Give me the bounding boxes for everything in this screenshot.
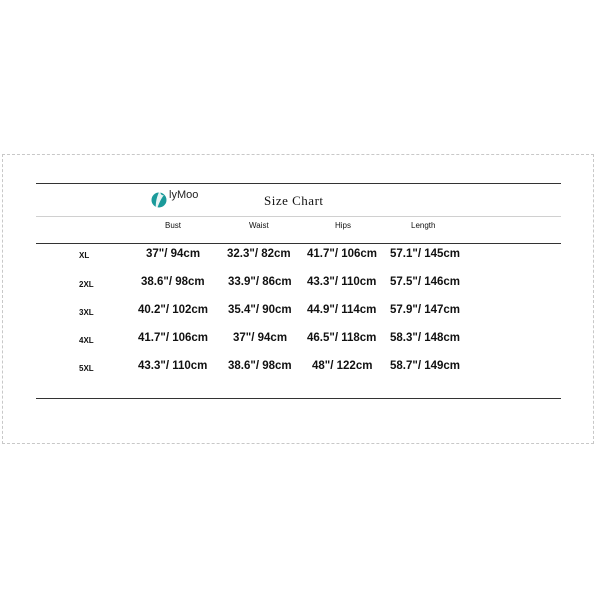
size-label: XL (79, 251, 90, 260)
title-divider (36, 216, 561, 217)
top-divider (36, 183, 561, 184)
header-divider (36, 243, 561, 244)
column-header-length: Length (411, 221, 436, 230)
hips-value: 44.9"/ 114cm (307, 304, 377, 316)
waist-value: 37"/ 94cm (233, 332, 288, 344)
column-header-hips: Hips (335, 221, 352, 230)
brand-name: lyMoo (169, 189, 199, 201)
bust-value: 41.7"/ 106cm (138, 332, 209, 344)
hips-value: 48"/ 122cm (312, 360, 373, 372)
length-value: 57.9"/ 147cm (390, 304, 461, 316)
size-label: 5XL (79, 364, 94, 373)
hips-value: 43.3"/ 110cm (307, 276, 377, 288)
waist-value: 35.4"/ 90cm (228, 304, 292, 316)
hips-value: 46.5"/ 118cm (307, 332, 377, 344)
length-value: 57.5"/ 146cm (390, 276, 461, 288)
length-value: 58.3"/ 148cm (390, 332, 461, 344)
waist-value: 32.3"/ 82cm (227, 248, 291, 260)
bust-value: 38.6"/ 98cm (141, 276, 205, 288)
waist-value: 38.6"/ 98cm (228, 360, 292, 372)
size-label: 4XL (79, 336, 94, 345)
hips-value: 41.7"/ 106cm (307, 248, 378, 260)
brand (151, 186, 198, 214)
column-header-waist: Waist (249, 221, 269, 230)
leaf-logo-icon (151, 186, 167, 214)
bust-value: 37"/ 94cm (146, 248, 201, 260)
size-label: 2XL (79, 280, 94, 289)
waist-value: 33.9"/ 86cm (228, 276, 292, 288)
bottom-divider (36, 398, 561, 399)
bust-value: 43.3"/ 110cm (138, 360, 208, 372)
chart-title: Size Chart (264, 193, 324, 208)
bust-value: 40.2"/ 102cm (138, 304, 209, 316)
size-label: 3XL (79, 308, 94, 317)
column-header-bust: Bust (165, 221, 182, 230)
length-value: 57.1"/ 145cm (390, 248, 461, 260)
length-value: 58.7"/ 149cm (390, 360, 461, 372)
